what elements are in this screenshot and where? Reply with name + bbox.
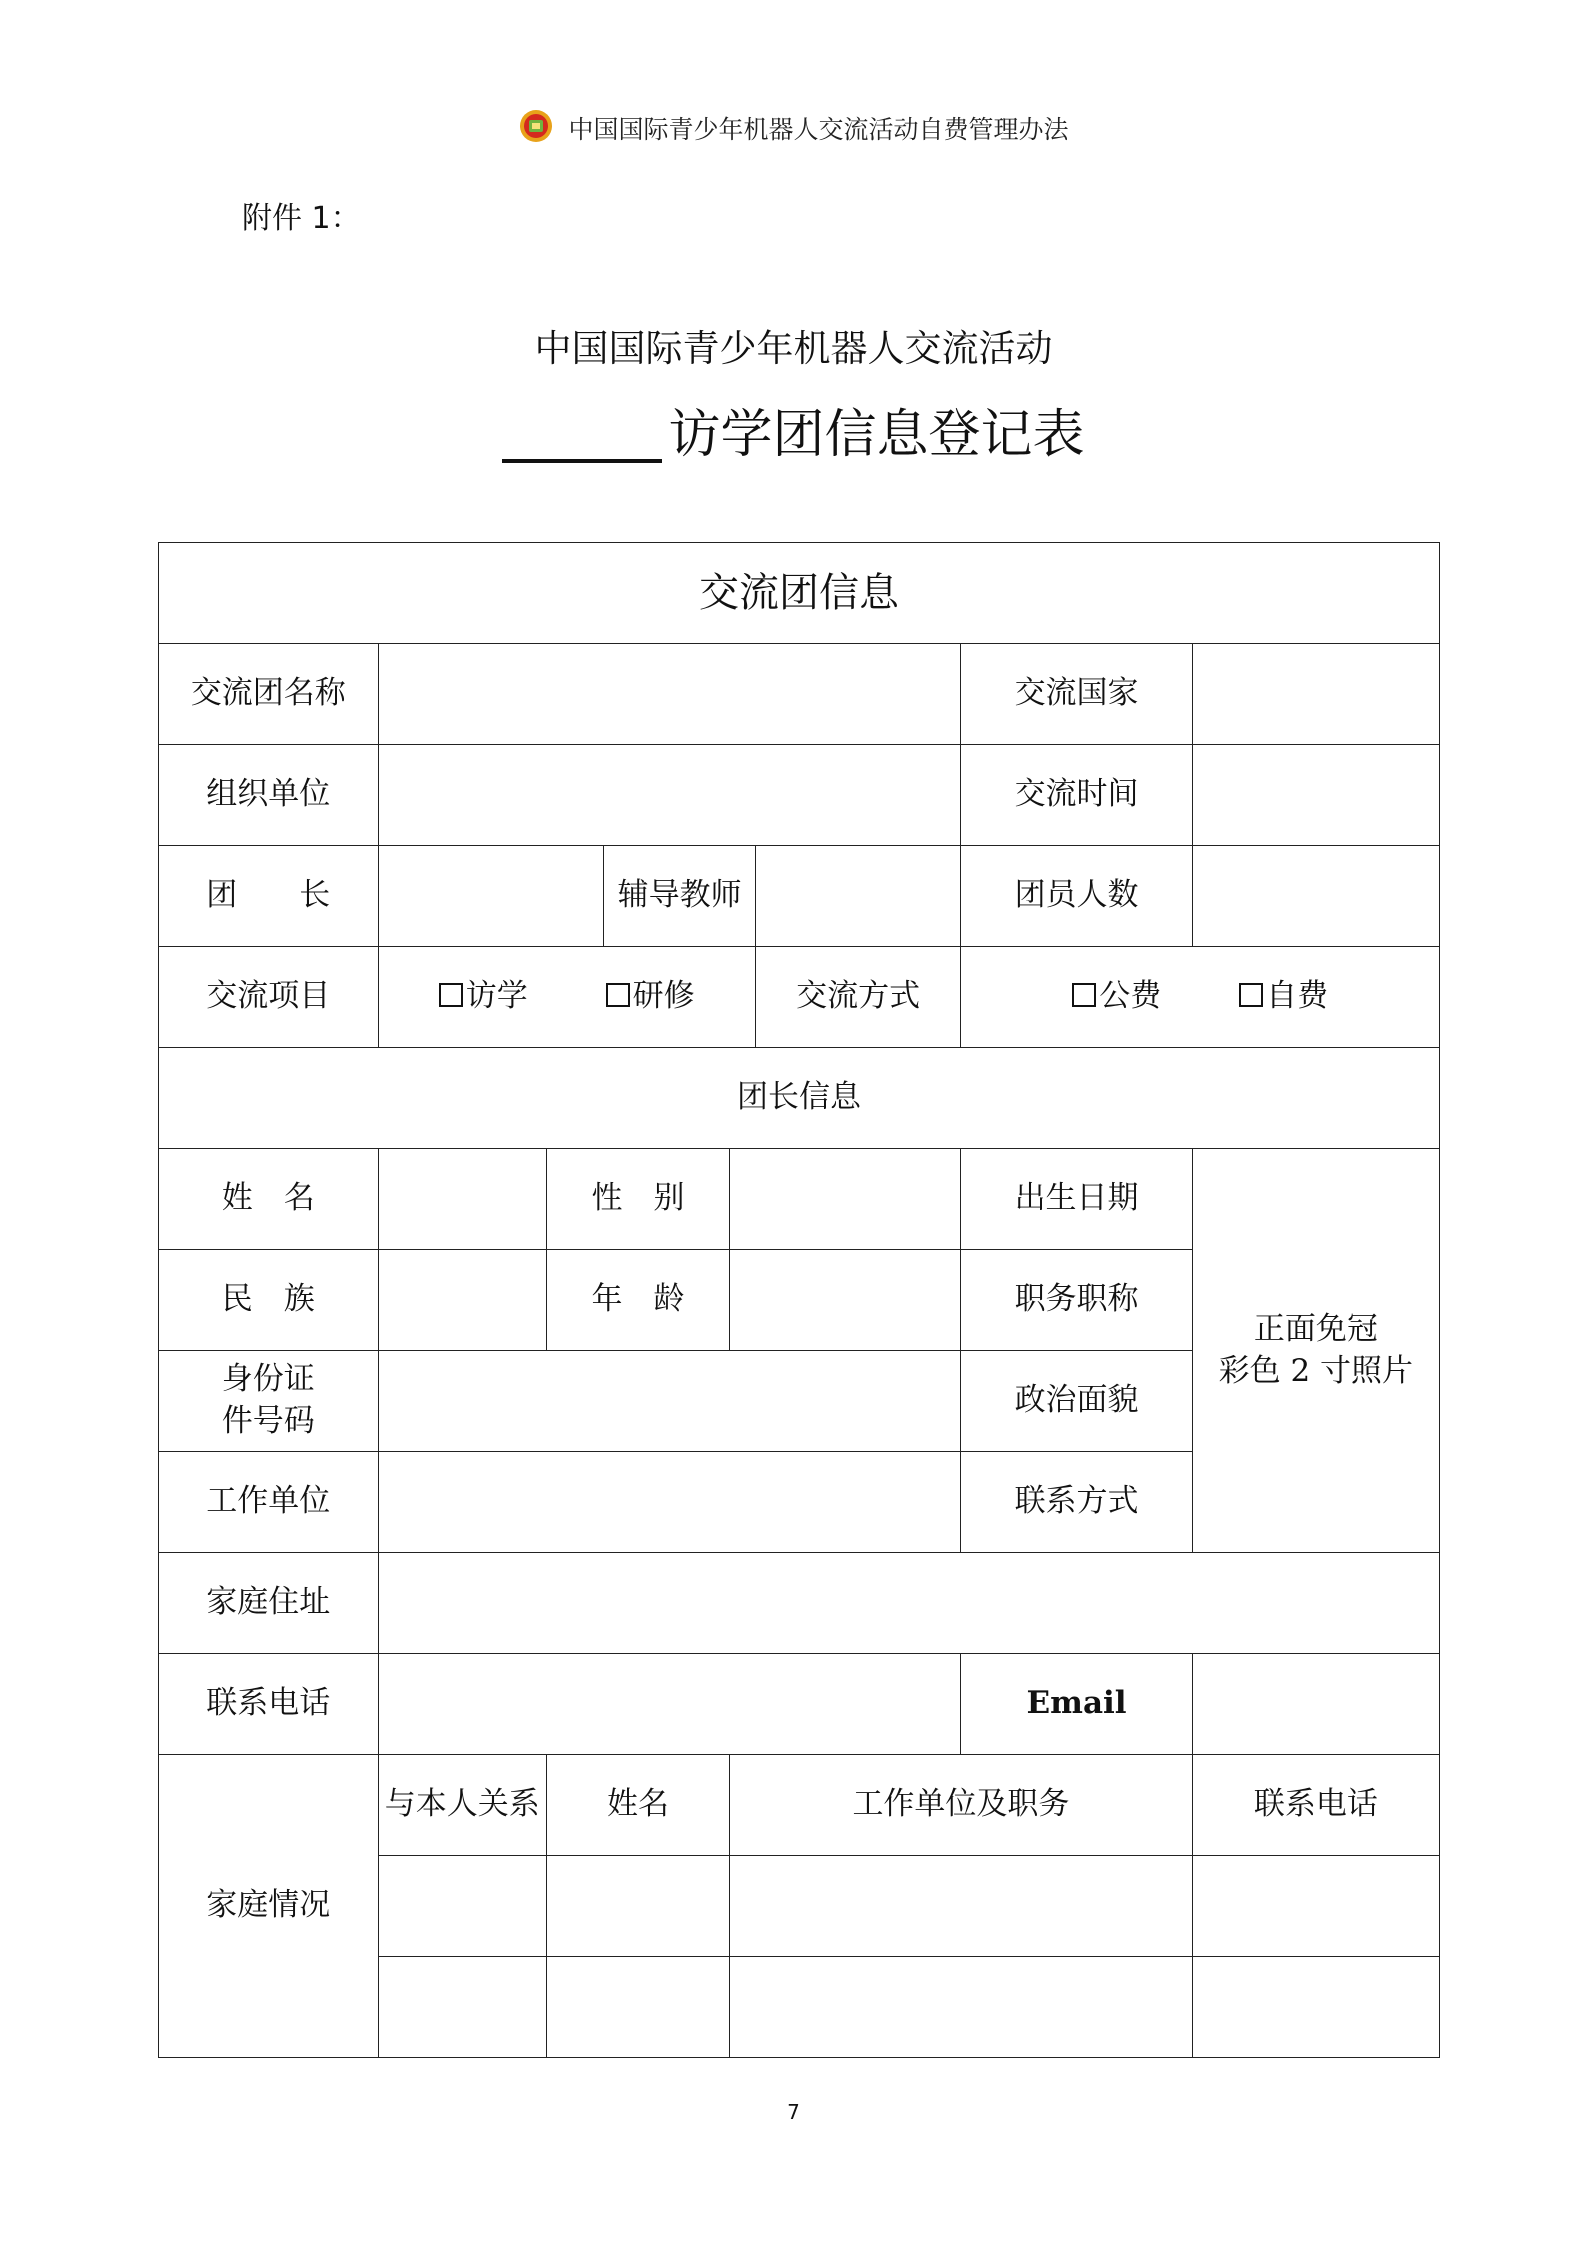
page-header	[0, 110, 1587, 146]
field-ethnicity[interactable]	[378, 1250, 546, 1351]
label-country: 交流国家	[961, 644, 1192, 745]
field-name[interactable]	[378, 1149, 546, 1250]
field-family1-name[interactable]	[546, 1856, 729, 1957]
option-training[interactable]	[606, 976, 695, 1018]
field-family1-work[interactable]	[730, 1856, 1192, 1957]
field-organization[interactable]	[378, 745, 961, 846]
section-group-info: 交流团信息	[159, 543, 1440, 644]
field-workplace[interactable]	[378, 1452, 961, 1553]
label-member-count: 团员人数	[961, 846, 1192, 947]
label-time: 交流时间	[961, 745, 1192, 846]
field-id-number[interactable]	[378, 1351, 961, 1452]
checkbox-icon[interactable]	[1239, 983, 1263, 1007]
field-family2-work[interactable]	[730, 1957, 1192, 2058]
label-family: 家庭情况	[159, 1755, 379, 2058]
section-leader-info: 团长信息	[159, 1048, 1440, 1149]
label-id-line1: 身份证	[221, 1361, 315, 1398]
photo-caption-line1: 正面免冠	[1253, 1310, 1378, 1347]
field-tutor[interactable]	[755, 846, 961, 947]
label-id-number	[159, 1351, 379, 1452]
field-time[interactable]	[1192, 745, 1439, 846]
label-contact: 联系方式	[961, 1452, 1192, 1553]
label-project: 交流项目	[159, 947, 379, 1048]
option-self-funded[interactable]	[1239, 976, 1328, 1018]
field-age[interactable]	[730, 1250, 961, 1351]
option-public-funded-label: 公费	[1099, 978, 1162, 1015]
label-birth-date: 出生日期	[961, 1149, 1192, 1250]
option-self-funded-label: 自费	[1266, 978, 1329, 1015]
checkbox-icon[interactable]	[439, 983, 463, 1007]
field-home-address[interactable]	[378, 1553, 1439, 1654]
field-family2-name[interactable]	[546, 1957, 729, 2058]
field-country[interactable]	[1192, 644, 1439, 745]
option-public-funded[interactable]	[1072, 976, 1161, 1018]
label-method: 交流方式	[755, 947, 961, 1048]
option-study-visit[interactable]	[439, 976, 528, 1018]
field-leader[interactable]	[378, 846, 604, 947]
label-ethnicity: 民 族	[159, 1250, 379, 1351]
label-phone: 联系电话	[159, 1654, 379, 1755]
checkbox-icon[interactable]	[606, 983, 630, 1007]
page-number: 7	[787, 2100, 800, 2124]
label-tutor: 辅导教师	[604, 846, 755, 947]
title-blank-underline[interactable]	[502, 409, 662, 463]
form-title-line1: 中国国际青少年机器人交流活动	[534, 327, 1053, 370]
label-position: 职务职称	[961, 1250, 1192, 1351]
label-email: Email	[961, 1654, 1192, 1755]
form-title-text: 访学团信息登记表	[668, 405, 1085, 465]
field-email[interactable]	[1192, 1654, 1439, 1755]
label-home-address: 家庭住址	[159, 1553, 379, 1654]
option-training-label: 研修	[632, 978, 695, 1015]
photo-caption-line2: 彩色 2 寸照片	[1218, 1352, 1414, 1389]
field-group-name[interactable]	[378, 644, 961, 745]
label-organization: 组织单位	[159, 745, 379, 846]
label-workplace: 工作单位	[159, 1452, 379, 1553]
checkbox-icon[interactable]	[1072, 983, 1096, 1007]
photo-placeholder[interactable]	[1192, 1149, 1439, 1553]
attachment-label: 附件 1：	[242, 201, 361, 236]
field-family1-phone[interactable]	[1192, 1856, 1439, 1957]
header-relation: 与本人关系	[378, 1755, 546, 1856]
label-id-line2: 件号码	[221, 1403, 315, 1439]
field-member-count[interactable]	[1192, 846, 1439, 947]
method-options	[961, 947, 1440, 1048]
registration-form-table	[158, 542, 1440, 2058]
label-leader: 团 长	[159, 846, 379, 947]
field-phone[interactable]	[378, 1654, 961, 1755]
header-family-work: 工作单位及职务	[730, 1755, 1192, 1856]
label-name: 姓 名	[159, 1149, 379, 1250]
header-title: 中国国际青少年机器人交流活动自费管理办法	[568, 115, 1069, 144]
project-options	[378, 947, 755, 1048]
label-political: 政治面貌	[961, 1351, 1192, 1452]
option-study-visit-label: 访学	[465, 978, 528, 1015]
header-family-name: 姓名	[546, 1755, 729, 1856]
field-family1-relation[interactable]	[378, 1856, 546, 1957]
label-group-name: 交流团名称	[159, 644, 379, 745]
field-family2-phone[interactable]	[1192, 1957, 1439, 2058]
form-title-line2	[0, 392, 1587, 467]
field-family2-relation[interactable]	[378, 1957, 546, 2058]
field-gender[interactable]	[730, 1149, 961, 1250]
label-age: 年 龄	[546, 1250, 729, 1351]
label-gender: 性 别	[546, 1149, 729, 1250]
badge-logo-icon	[519, 109, 553, 143]
header-family-phone: 联系电话	[1192, 1755, 1439, 1856]
